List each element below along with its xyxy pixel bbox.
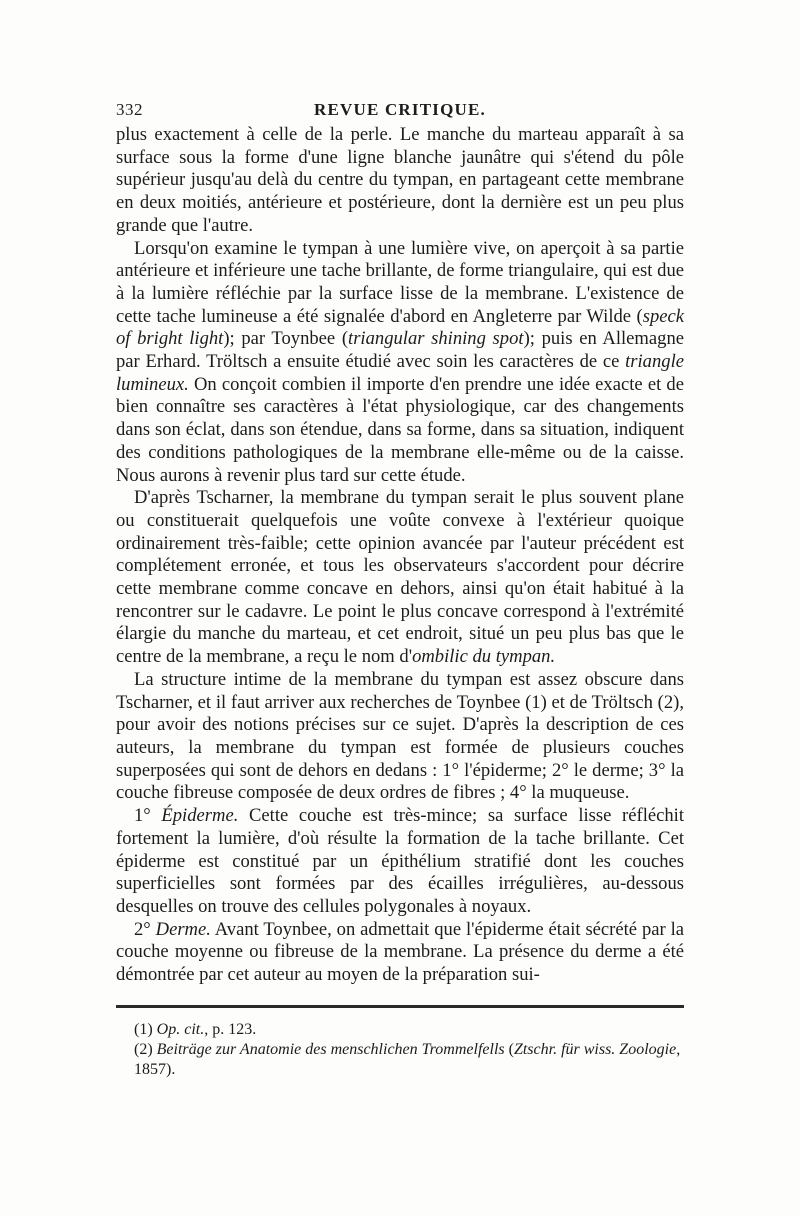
text-run: (2) — [134, 1040, 157, 1058]
text-run: La structure intime de la membrane du tympan est assez obscure dans Tscharner, et il faut arriver aux recherches de Toynbee (1) et de Tröltsch (2), pour avoir des notions précises sur ce sujet. D'après la description de ces auteurs, la membrane du tympan est formée de plusieurs couches superposées qui sont de dehors en dedans : 1° l'épiderme; 2° le derme; 3° la couche fibreuse composée de deux ordres de fibres ; 4° la muqueuse. — [116, 668, 684, 804]
text-run: Cette couche est très-mince; sa surface lisse réfléchit fortement la lumière, d'où résulte la formation de la tache brillante. Cet épiderme est constitué par un épithélium stratifié dont les couches superficielles sont formées par des écailles irrégulières, au-dessous desquelles on trouve des cellules polygonales à noyaux. — [116, 805, 684, 917]
footnote — [116, 1020, 684, 1040]
italic-text: speck of bright light — [116, 305, 684, 350]
page-header — [116, 94, 684, 124]
text-run: (1) — [134, 1020, 157, 1038]
text-run: 2° — [134, 918, 156, 940]
text-run: D'après Tscharner, la membrane du tympan serait le plus souvent plane ou constituerait quelquefois une voûte convexe à l'extérieur quoique ordinairement très-faible; cette opinion avancée par l'auteur précédent est complétement erronée, et tous les observateurs s'accordent pour décrire cette membrane comme concave en dehors, ainsi qu'on était habitué à la rencontrer sur le cadavre. Le point le plus concave correspond à l'extrémité élargie du manche du marteau, et cet endroit, situé un peu plus bas que le centre de la membrane, a reçu le nom d' — [116, 487, 684, 668]
book-page — [116, 94, 684, 1080]
paragraph — [116, 919, 684, 987]
italic-text: Op. cit. — [156, 1020, 205, 1038]
running-title: REVUE CRITIQUE. — [314, 100, 486, 119]
text-run: , 1857). — [134, 1040, 681, 1078]
footnote-rule — [116, 1005, 684, 1008]
text-run: , p. 123. — [204, 1020, 257, 1038]
paragraph — [116, 487, 684, 669]
body-text — [116, 124, 684, 987]
italic-text: ombilic du tympan. — [412, 646, 556, 668]
text-run: ); puis en Allemagne par Erhard. Tröltsch a ensuite étudié avec soin les caractères de ce — [116, 328, 684, 373]
footnote — [116, 1040, 684, 1080]
text-run: 1° — [134, 805, 162, 827]
italic-text: Épiderme. — [161, 805, 239, 827]
paragraph — [116, 805, 684, 919]
page-number: 332 — [116, 100, 143, 119]
text-run: On conçoit combien il importe d'en prendre une idée exacte et de bien connaître ses caractères à l'état physiologique, car des changements dans son éclat, dans son étendue, dans sa forme, dans sa situation, indiquent des conditions pathologiques de la membrane elle-même ou de la caisse. Nous aurons à revenir plus tard sur cette étude. — [116, 373, 684, 486]
text-run: ( — [504, 1040, 514, 1058]
paragraph — [116, 124, 684, 238]
italic-text: Beiträge zur Anatomie des menschlichen Trommelfells — [156, 1040, 505, 1058]
text-run: plus exactement à celle de la perle. Le manche du marteau apparaît à sa surface sous la forme d'une ligne blanche jaunâtre qui s'étend du pôle supérieur jusqu'au delà du centre du tympan, en partageant cette membrane en deux moitiés, antérieure et postérieure, dont la dernière est un peu plus grande que l'autre. — [116, 124, 684, 236]
footnotes — [116, 1020, 684, 1080]
italic-text: triangular shining spot — [348, 328, 524, 350]
text-run: Lorsqu'on examine le tympan à une lumière vive, on aperçoit à sa partie antérieure et inférieure une tache brillante, de forme triangulaire, qui est due à la lumière réfléchie par la surface lisse de la membrane. L'existence de cette tache lumineuse a été signalée d'abord en Angleterre par Wilde ( — [116, 237, 684, 327]
italic-text: triangle lumineux. — [116, 351, 684, 395]
paragraph — [116, 669, 684, 805]
text-run: Avant Toynbee, on admettait que l'épiderme était sécrété par la couche moyenne ou fibreuse de la membrane. La présence du derme a été démontrée par cet auteur au moyen de la préparation sui- — [116, 918, 684, 986]
text-run: ); par Toynbee ( — [223, 328, 349, 350]
italic-text: Ztschr. für wiss. Zoologie — [513, 1040, 677, 1058]
paragraph — [116, 238, 684, 488]
italic-text: Derme. — [155, 918, 211, 940]
